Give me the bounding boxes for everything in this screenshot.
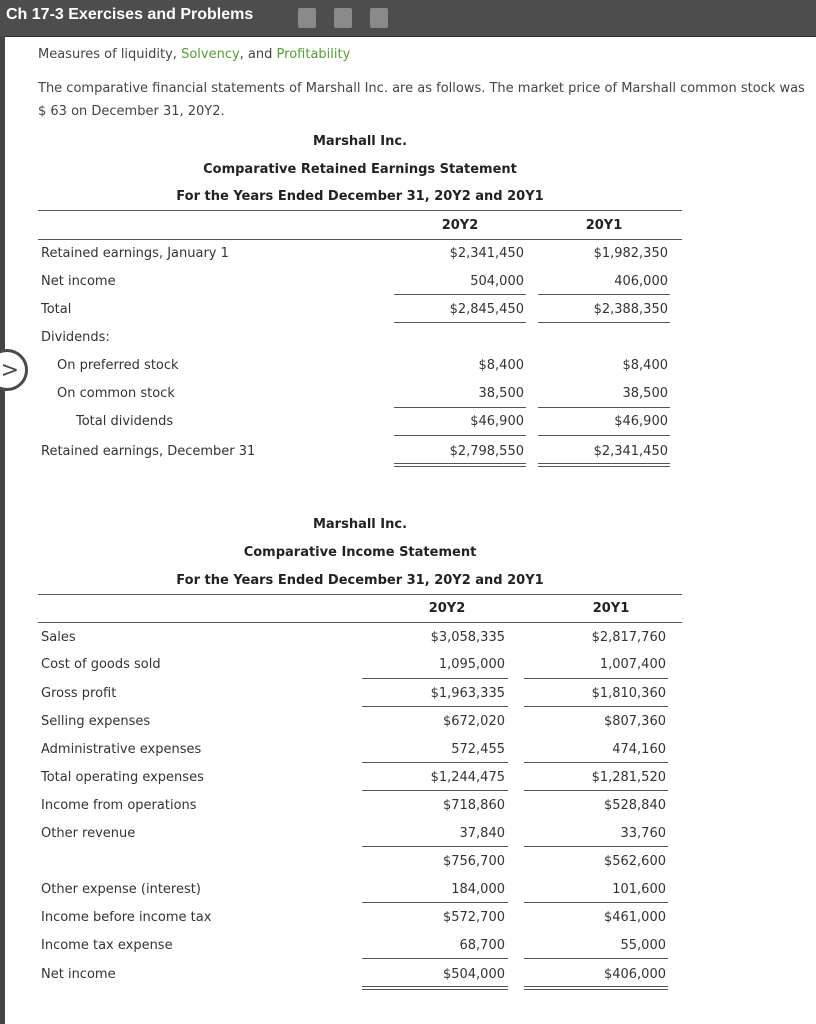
table-row-label: Gross profit	[41, 686, 117, 701]
subtotal-rule	[524, 790, 668, 791]
table-cell-20y2: $2,845,450	[449, 302, 524, 317]
document-icon[interactable]	[370, 8, 388, 28]
subtotal-rule	[394, 294, 526, 295]
table-row-label: Cost of goods sold	[41, 657, 161, 672]
next-arrow-icon[interactable]: >	[0, 349, 28, 391]
table-cell-20y1: 1,007,400	[599, 657, 666, 672]
re-company: Marshall Inc.	[312, 134, 408, 149]
is-col-20y2: 20Y2	[428, 601, 466, 616]
table-cell-20y2: $1,963,335	[430, 686, 505, 701]
table-cell-20y2: 1,095,000	[438, 657, 505, 672]
table-cell-20y1: $406,000	[603, 967, 666, 982]
table-cell-20y2: $46,900	[470, 414, 524, 429]
table-cell-20y2: $3,058,335	[430, 630, 505, 645]
re-period: For the Years Ended December 31, 20Y2 and 20Y1	[176, 189, 544, 204]
table-row-label: Income from operations	[41, 798, 197, 813]
re-col-20y2: 20Y2	[441, 218, 479, 233]
table-row-label: Net income	[41, 967, 116, 982]
table-cell-20y2: $2,341,450	[449, 246, 524, 261]
subtotal-rule	[524, 678, 668, 679]
subtotal-rule	[538, 435, 670, 436]
table-row-label: Administrative expenses	[41, 742, 202, 757]
subtotal-rule	[394, 407, 526, 408]
subtitle: Measures of liquidity, Solvency, and Profitability	[38, 47, 351, 62]
subtotal-rule	[524, 846, 668, 847]
intro-line-1: The comparative financial statements of Marshall Inc. are as follows. The market price of Marshall common stock was	[38, 81, 805, 96]
table-cell-20y2: 572,455	[451, 742, 505, 757]
table-row-label: On common stock	[57, 386, 175, 401]
is-header-rule	[38, 622, 682, 623]
table-cell-20y1: 406,000	[614, 274, 668, 289]
table-row-label: Income tax expense	[41, 938, 173, 953]
table-row-label: Income before income tax	[41, 910, 212, 925]
table-cell-20y2: 504,000	[470, 274, 524, 289]
page-title: Ch 17-3 Exercises and Problems	[6, 6, 254, 23]
table-cell-20y1: $1,982,350	[593, 246, 668, 261]
intro-line-2: $ 63 on December 31, 20Y2.	[38, 104, 225, 119]
header-bar	[0, 0, 816, 37]
book-icon[interactable]	[298, 8, 316, 28]
table-cell-20y1: 33,760	[620, 826, 666, 841]
subtotal-rule	[524, 762, 668, 763]
table-row-label: Other revenue	[41, 826, 136, 841]
table-cell-20y1: 474,160	[612, 742, 666, 757]
table-cell-20y1: $2,817,760	[591, 630, 666, 645]
table-cell-20y1: $2,388,350	[593, 302, 668, 317]
table-cell-20y2: $1,244,475	[430, 770, 505, 785]
subtotal-rule	[538, 407, 670, 408]
table-cell-20y1: $1,810,360	[591, 686, 666, 701]
total-double-rule	[524, 986, 668, 990]
left-border	[0, 36, 5, 1024]
subtotal-rule	[394, 322, 526, 323]
table-cell-20y1: $2,341,450	[593, 444, 668, 459]
subtotal-rule	[362, 762, 508, 763]
total-double-rule	[394, 463, 526, 467]
re-title: Comparative Retained Earnings Statement	[203, 162, 517, 177]
solvency-link[interactable]: Solvency	[181, 47, 240, 62]
table-row-label: Sales	[41, 630, 76, 645]
subtotal-rule	[362, 846, 508, 847]
table-cell-20y2: $2,798,550	[449, 444, 524, 459]
table-cell-20y1: $807,360	[603, 714, 666, 729]
profitability-link[interactable]: Profitability	[276, 47, 351, 62]
subtotal-rule	[362, 790, 508, 791]
total-double-rule	[362, 986, 508, 990]
table-cell-20y1: $1,281,520	[591, 770, 666, 785]
is-period: For the Years Ended December 31, 20Y2 and 20Y1	[176, 573, 544, 588]
table-cell-20y1: $46,900	[614, 414, 668, 429]
table-cell-20y1: 55,000	[620, 938, 666, 953]
subtotal-rule	[362, 678, 508, 679]
table-cell-20y2: $504,000	[442, 967, 505, 982]
is-col-20y1: 20Y1	[592, 601, 630, 616]
subtotal-rule	[524, 902, 668, 903]
table-cell-20y2: 68,700	[459, 938, 505, 953]
re-top-rule	[38, 210, 682, 211]
calculator-icon[interactable]	[334, 8, 352, 28]
table-cell-20y1: 38,500	[622, 386, 668, 401]
table-row-label: Other expense (interest)	[41, 882, 201, 897]
subtotal-rule	[538, 322, 670, 323]
table-row-label: Total operating expenses	[41, 770, 204, 785]
table-row-label: Total	[41, 302, 72, 317]
table-cell-20y1: $562,600	[603, 854, 666, 869]
table-cell-20y1: $528,840	[603, 798, 666, 813]
table-cell-20y2: $672,020	[442, 714, 505, 729]
table-row-label: Retained earnings, January 1	[41, 246, 229, 261]
table-cell-20y2: 184,000	[451, 882, 505, 897]
re-header-rule	[38, 239, 682, 240]
table-row-label: Net income	[41, 274, 116, 289]
is-company: Marshall Inc.	[312, 517, 408, 532]
subtotal-rule	[524, 706, 668, 707]
table-cell-20y1: 101,600	[612, 882, 666, 897]
subtotal-rule	[524, 958, 668, 959]
table-cell-20y1: $461,000	[603, 910, 666, 925]
table-cell-20y1: $8,400	[622, 358, 668, 373]
table-cell-20y2: 37,840	[459, 826, 505, 841]
table-row-label: Dividends:	[41, 330, 110, 345]
subtotal-rule	[362, 958, 508, 959]
table-row-label: Selling expenses	[41, 714, 151, 729]
table-cell-20y2: 38,500	[478, 386, 524, 401]
is-top-rule	[38, 594, 682, 595]
subtotal-rule	[362, 902, 508, 903]
subtotal-rule	[538, 294, 670, 295]
total-double-rule	[538, 463, 670, 467]
table-cell-20y2: $572,700	[442, 910, 505, 925]
is-title: Comparative Income Statement	[243, 545, 477, 560]
table-cell-20y2: $8,400	[478, 358, 524, 373]
re-col-20y1: 20Y1	[585, 218, 623, 233]
subtotal-rule	[362, 706, 508, 707]
table-cell-20y2: $718,860	[442, 798, 505, 813]
table-row-label: Total dividends	[76, 414, 174, 429]
table-row-label: Retained earnings, December 31	[41, 444, 256, 459]
subtotal-rule	[394, 435, 526, 436]
table-cell-20y2: $756,700	[442, 854, 505, 869]
table-row-label: On preferred stock	[57, 358, 179, 373]
